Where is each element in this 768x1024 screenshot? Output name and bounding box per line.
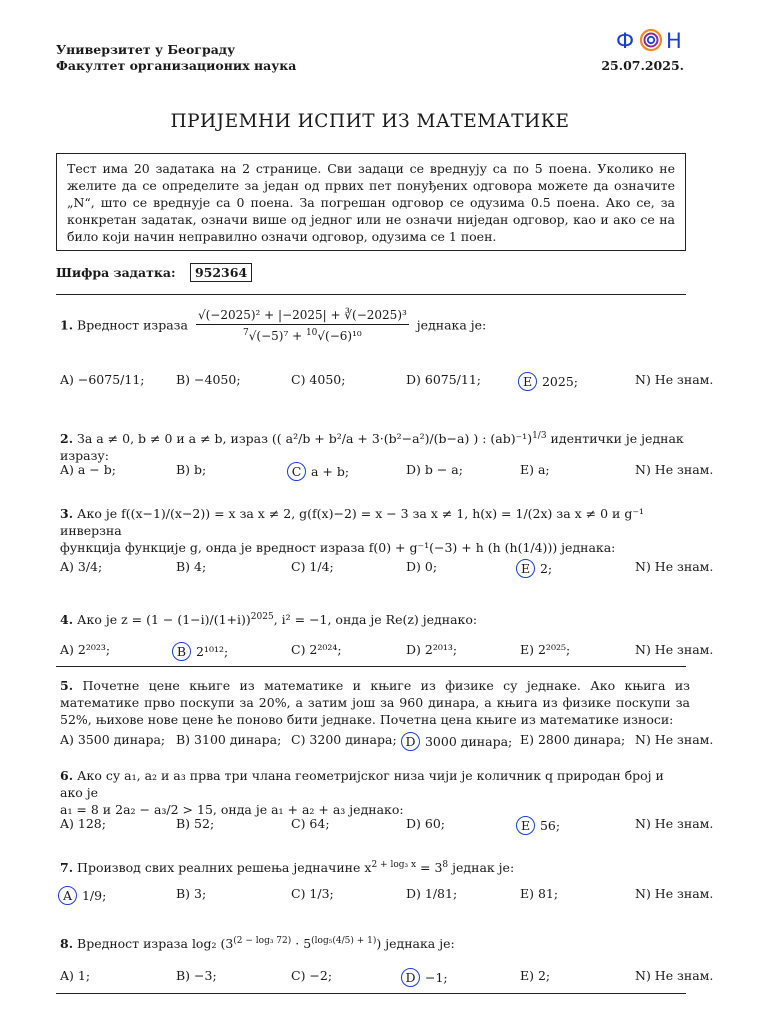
option-c-selected[interactable] <box>289 462 349 481</box>
options-4 <box>60 642 714 660</box>
option-b[interactable]: B) 4; <box>176 559 207 574</box>
math-expression: $\frac{\text{√(−2025)² + |−2025| + ∛(−2025)³}}{^7√(-5)^7 + ^{10}√(-6)^{10}}$ <box>197 308 407 343</box>
question-number: 1. <box>60 317 74 333</box>
selected-answer-circle: E <box>516 559 535 578</box>
question-text-end: једнака је: <box>416 317 487 333</box>
option-d[interactable]: D) b − a; <box>406 462 463 477</box>
option-a[interactable]: A) 3/4; <box>60 559 103 574</box>
option-d[interactable]: D) 1/81; <box>406 886 458 901</box>
option-n[interactable]: N) Не знам. <box>635 642 714 657</box>
option-a[interactable]: A) 3500 динара; <box>60 732 166 747</box>
option-b[interactable]: B) 3100 динара; <box>176 732 282 747</box>
option-d[interactable]: D) 0; <box>406 559 438 574</box>
option-a[interactable]: A) 1; <box>60 968 91 983</box>
question-number: 5. <box>60 678 74 693</box>
option-text: 3000 динара; <box>424 734 513 749</box>
option-n[interactable]: N) Не знам. <box>635 886 714 901</box>
math-expression: (( a²/b + b²/a + 3·(b²−a²)/(b−a) ) : (ab)⁻¹)$^{1/3}$ <box>271 431 547 447</box>
option-c[interactable]: C) 1/3; <box>291 886 334 901</box>
option-c[interactable]: C) 3200 динара; <box>291 732 397 747</box>
option-b[interactable]: B) −3; <box>176 968 217 983</box>
university-name: Универзитет у Београду <box>56 42 236 57</box>
option-d[interactable]: D) 60; <box>406 816 445 831</box>
question-text: Вредност израза <box>77 936 188 952</box>
question-3 <box>60 505 690 556</box>
option-text: 56; <box>539 818 561 833</box>
math-expression: log₂ $(3^{(2 - log_3 72)} \cdot 5^{(log_5(4/5) + 1)})$ <box>191 936 382 952</box>
question-text-end: онда је a₁ + a₂ + a₃ једнако: <box>220 802 404 817</box>
option-e[interactable]: E) 2²⁰²⁵; <box>520 642 571 657</box>
question-text: Почетне цене књиге из математике и књиге из физике су једнаке. Ако књига из математике прво поскупи за 20%, а затим још за 960 динара, а књига из физике поскупи за 52%, њихове нове цене ће поново бити једнаке. Почетна цена књиге из математике износи: <box>60 678 690 727</box>
option-b[interactable]: B) b; <box>176 462 207 477</box>
question-1 <box>60 307 690 359</box>
option-d[interactable]: D) 6075/11; <box>406 372 482 387</box>
question-6 <box>60 767 690 818</box>
instructions-box: Тест има 20 задатака на 2 странице. Сви задаци се вреднују са по 5 поена. Уколико не желите да се определите за један од првих пет понуђених одговора можете да означите „N“, што се вреднује са 0 поена. За погрешан одговор се одузима 0.5 поена. Ако се, за конкретан задатак, означи више од једног или не означи ниједан одговор, као и ако се на било који начин неправилно означи одговор, одузима се 1 поен. <box>56 153 686 251</box>
option-a[interactable]: A) 128; <box>60 816 106 831</box>
option-b-selected[interactable] <box>174 642 228 661</box>
selected-answer-circle: B <box>172 642 191 661</box>
question-text: Вредност израза <box>77 317 188 333</box>
question-number: 8. <box>60 936 74 952</box>
question-text: За a ≠ 0, b ≠ 0 и a ≠ b, израз <box>77 431 268 447</box>
option-text: −1; <box>424 970 448 985</box>
question-number: 3. <box>60 506 74 521</box>
question-number: 7. <box>60 860 74 876</box>
option-d-selected[interactable] <box>403 968 448 987</box>
options-5 <box>60 732 714 750</box>
option-c[interactable]: C) −2; <box>291 968 333 983</box>
selected-answer-circle: C <box>287 462 306 481</box>
question-4 <box>60 609 690 628</box>
task-code-value: 952364 <box>190 263 252 282</box>
option-c[interactable]: C) 4050; <box>291 372 346 387</box>
option-text: 2; <box>539 561 553 576</box>
question-text: , i² = −1, онда је Re(z) једнако: <box>273 612 478 628</box>
divider <box>56 294 686 295</box>
options-1 <box>60 372 714 390</box>
option-n[interactable]: N) Не знам. <box>635 372 714 387</box>
question-number: 6. <box>60 768 74 783</box>
option-b[interactable]: B) 52; <box>176 816 215 831</box>
question-text-line1 <box>60 767 690 801</box>
selected-answer-circle: E <box>518 372 537 391</box>
math-expression: Ако је $z = (1 - (1-i)/(1+i))^{2025}$ <box>77 612 274 628</box>
question-text: Производ свих реалних решења једначине <box>77 860 361 876</box>
option-e[interactable]: E) 2; <box>520 968 551 983</box>
page-title: ПРИЈЕМНИ ИСПИТ ИЗ МАТЕМАТИКЕ <box>170 111 570 132</box>
task-code-label: Шифра задатка: <box>56 265 176 280</box>
question-text: Ако су a₁, a₂ и a₃ прва три члана геометријског низа чији је количник q природан број и ако је <box>60 768 664 800</box>
math-expression: Ако је f((x−1)/(x−2)) = x за x ≠ 2, g(f(x)−2) = x − 3 за x ≠ 1, h(x) = 1/(2x) за x ≠ 0 и g⁻¹ инверзна <box>60 506 644 538</box>
option-n[interactable]: N) Не знам. <box>635 816 714 831</box>
selected-answer-circle: D <box>401 968 420 987</box>
faculty-name: Факултет организационих наука <box>56 58 297 73</box>
option-c[interactable]: C) 1/4; <box>291 559 334 574</box>
option-n[interactable]: N) Не знам. <box>635 968 714 983</box>
question-number: 2. <box>60 431 74 447</box>
exam-date: 25.07.2025. <box>601 58 684 73</box>
question-text-end: идентички је једнак изразу: <box>60 431 684 464</box>
question-8 <box>60 933 690 952</box>
option-c[interactable]: C) 2²⁰²⁴; <box>291 642 342 657</box>
option-d-selected[interactable] <box>403 732 512 751</box>
math-expression: a₁ = 8 и 2a₂ − a₃/2 > 15, <box>60 802 221 817</box>
question-7 <box>60 857 690 876</box>
option-n[interactable]: N) Не знам. <box>635 732 714 747</box>
question-number: 4. <box>60 612 74 628</box>
task-code <box>56 263 252 282</box>
divider <box>56 666 686 667</box>
option-a[interactable]: A) a − b; <box>60 462 116 477</box>
question-5 <box>60 677 690 728</box>
option-a-selected[interactable] <box>60 886 106 905</box>
option-text: 1/9; <box>81 888 107 903</box>
option-a[interactable]: A) −6075/11; <box>60 372 145 387</box>
option-c[interactable]: C) 64; <box>291 816 330 831</box>
selected-answer-circle: E <box>516 816 535 835</box>
option-b[interactable]: B) −4050; <box>176 372 241 387</box>
options-2 <box>60 462 714 480</box>
option-text: a + b; <box>310 464 350 479</box>
fon-logo <box>616 26 686 54</box>
option-e[interactable]: E) 81; <box>520 886 559 901</box>
option-n[interactable]: N) Не знам. <box>635 559 714 574</box>
options-8 <box>60 968 714 986</box>
option-a[interactable]: A) 2²⁰²³; <box>60 642 111 657</box>
option-e-selected[interactable] <box>520 372 578 391</box>
option-n[interactable]: N) Не знам. <box>635 462 714 477</box>
question-2 <box>60 428 690 464</box>
option-d[interactable]: D) 2²⁰¹³; <box>406 642 458 657</box>
option-b[interactable]: B) 3; <box>176 886 207 901</box>
option-e[interactable]: E) 2800 динара; <box>520 732 626 747</box>
svg-text:Ф: Ф <box>616 29 635 53</box>
math-expression: $x^{2 + log_3 x} = 3^8$ <box>364 860 449 876</box>
selected-answer-circle: D <box>401 732 420 751</box>
option-text: 2¹⁰¹²; <box>195 644 229 659</box>
option-e-selected[interactable] <box>518 559 552 578</box>
question-text-end: једнака је: <box>385 936 455 952</box>
options-7 <box>60 886 714 904</box>
question-text-end: једнак је: <box>452 860 515 876</box>
options-3 <box>60 559 714 577</box>
option-e-selected[interactable] <box>518 816 560 835</box>
svg-text:Н: Н <box>666 29 682 53</box>
question-text-line1 <box>60 505 690 539</box>
divider <box>56 993 686 994</box>
option-e[interactable]: E) a; <box>520 462 550 477</box>
selected-answer-circle: A <box>58 886 77 905</box>
option-text: 2025; <box>541 374 579 389</box>
university-header <box>56 42 296 74</box>
question-text: функција функције g, онда је вредност израза f(0) + g⁻¹(−3) + h (h (h(1/4))) једнака: <box>60 540 616 555</box>
options-6 <box>60 816 714 834</box>
